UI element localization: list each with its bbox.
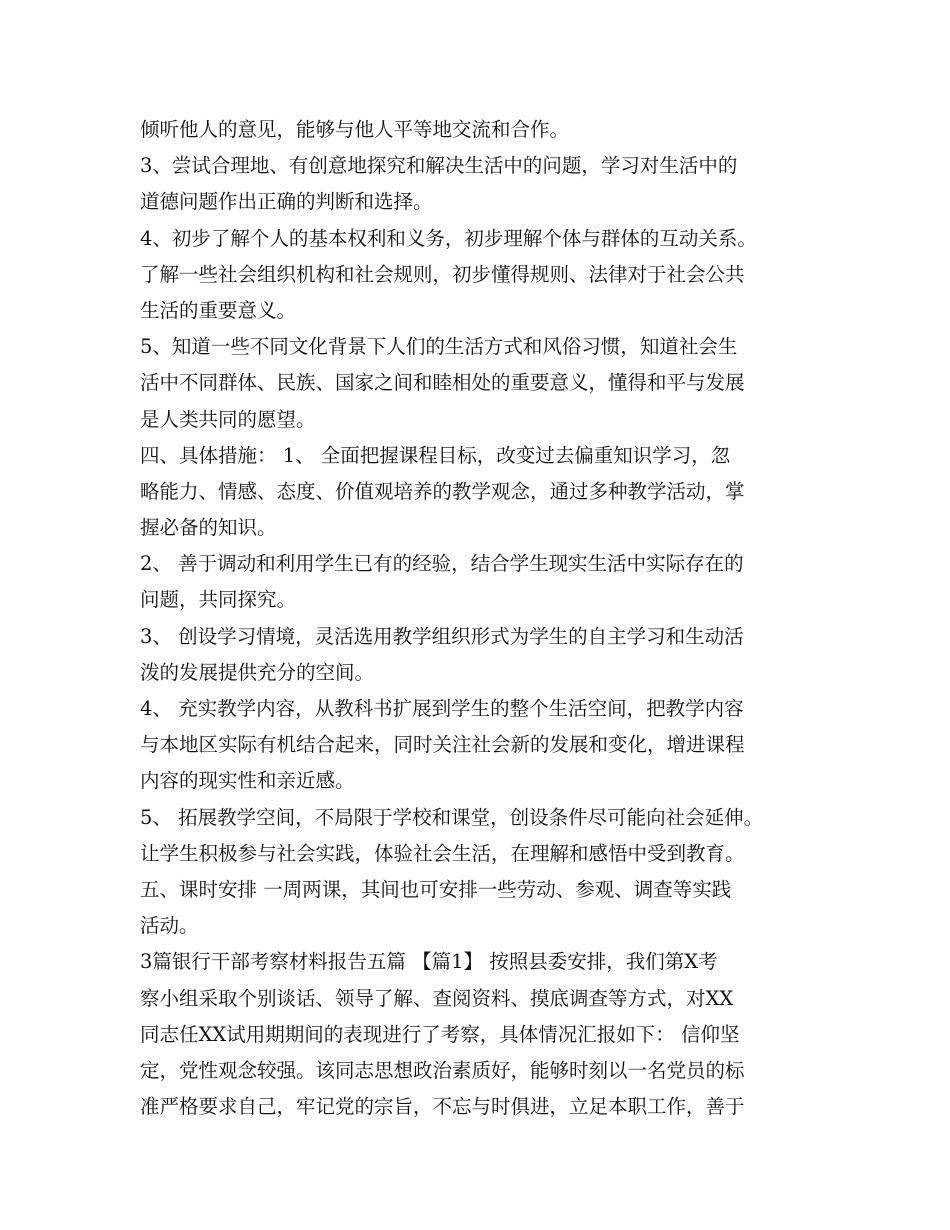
document-body [140, 112, 830, 1125]
text-line: 3、尝试合理地、有创意地探究和解决生活中的问题，学习对生活中的 [140, 154, 738, 178]
text-line: 活动。 [140, 914, 199, 938]
text-line: 准严格要求自己，牢记党的宗旨，不忘与时俱进，立足本职工作，善于 [140, 1095, 745, 1119]
text-line: 内容的现实性和亲近感。 [140, 769, 355, 793]
text-line: 3篇银行干部考察材料报告五篇 【篇1】 按照县委安排，我们第X考 [140, 950, 718, 974]
text-line: 问题，共同探究。 [140, 588, 297, 612]
text-line: 倾听他人的意见，能够与他人平等地交流和合作。 [140, 118, 570, 141]
text-line: 活中不同群体、民族、国家之间和睦相处的重要意义，懂得和平与发展 [140, 371, 745, 395]
text-line: 定，党性观念较强。该同志思想政治素质好，能够时刻以一名党员的标 [140, 1058, 745, 1082]
text-line: 是人类共同的愿望。 [140, 407, 316, 431]
text-line: 了解一些社会组织机构和社会规则，初步懂得规则、法律对于社会公共 [140, 262, 745, 286]
text-line: 2、 善于调动和利用学生已有的经验，结合学生现实生活中实际存在的 [140, 552, 744, 576]
text-line: 让学生积极参与社会实践，体验社会生活，在理解和感悟中受到教育。 [140, 841, 745, 865]
text-line: 5、 拓展教学空间，不局限于学校和课堂，创设条件尽可能向社会延伸。 [140, 805, 764, 829]
text-line: 5、知道一些不同文化背景下人们的生活方式和风俗习惯，知道社会生 [140, 335, 738, 359]
text-line: 略能力、情感、态度、价值观培养的教学观念，通过多种教学活动，掌 [140, 479, 745, 503]
text-line: 察小组采取个别谈话、领导了解、查阅资料、摸底调查等方式，对XX [140, 986, 734, 1010]
text-line: 同志任XX试用期期间的表现进行了考察，具体情况汇报如下： 信仰坚 [140, 1022, 740, 1046]
text-line: 道德问题作出正确的判断和选择。 [140, 190, 433, 214]
text-line: 4、 充实教学内容，从教科书扩展到学生的整个生活空间，把教学内容 [140, 697, 744, 720]
text-line: 五、课时安排 一周两课，其间也可安排一些劳动、参观、调查等实践 [140, 877, 732, 901]
text-line: 与本地区实际有机结合起来，同时关注社会新的发展和变化，增进课程 [140, 733, 745, 757]
text-line: 泼的发展提供充分的空间。 [140, 660, 375, 684]
text-line: 生活的重要意义。 [140, 298, 297, 322]
text-line: 3、 创设学习情境，灵活选用教学组织形式为学生的自主学习和生动活 [140, 624, 744, 648]
text-line: 握必备的知识。 [140, 516, 277, 540]
text-line: 四、具体措施： 1、 全面把握课程目标，改变过去偏重知识学习，忽 [140, 443, 731, 467]
text-line: 4、初步了解个人的基本权利和义务，初步理解个体与群体的互动关系。 [140, 226, 757, 250]
